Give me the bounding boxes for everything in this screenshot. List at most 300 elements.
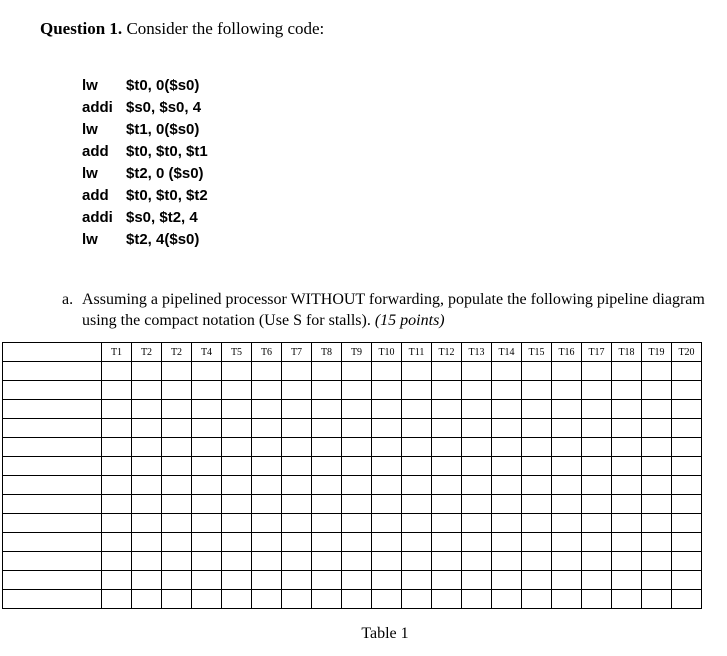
time-header-cell: T18: [612, 343, 642, 362]
stage-cell[interactable]: [582, 533, 612, 552]
stage-cell[interactable]: [132, 381, 162, 400]
stage-cell[interactable]: [432, 476, 462, 495]
stage-cell[interactable]: [102, 495, 132, 514]
stage-cell[interactable]: [612, 457, 642, 476]
stage-cell[interactable]: [672, 400, 702, 419]
stage-cell[interactable]: [402, 514, 432, 533]
stage-cell[interactable]: [132, 457, 162, 476]
stage-cell[interactable]: [342, 514, 372, 533]
stage-cell[interactable]: [282, 533, 312, 552]
stage-cell[interactable]: [222, 362, 252, 381]
stage-cell[interactable]: [252, 419, 282, 438]
stage-cell[interactable]: [162, 590, 192, 609]
stage-cell[interactable]: [492, 381, 522, 400]
stage-cell[interactable]: [162, 457, 192, 476]
stage-cell[interactable]: [492, 552, 522, 571]
stage-cell[interactable]: [432, 400, 462, 419]
stage-cell[interactable]: [642, 438, 672, 457]
stage-cell[interactable]: [312, 476, 342, 495]
stage-cell[interactable]: [342, 533, 372, 552]
stage-cell[interactable]: [222, 552, 252, 571]
instruction-cell[interactable]: [3, 533, 102, 552]
stage-cell[interactable]: [162, 476, 192, 495]
stage-cell[interactable]: [222, 457, 252, 476]
stage-cell[interactable]: [252, 590, 282, 609]
stage-cell[interactable]: [132, 400, 162, 419]
stage-cell[interactable]: [672, 476, 702, 495]
stage-cell[interactable]: [582, 381, 612, 400]
stage-cell[interactable]: [312, 514, 342, 533]
stage-cell[interactable]: [372, 514, 402, 533]
stage-cell[interactable]: [462, 590, 492, 609]
stage-cell[interactable]: [552, 533, 582, 552]
stage-cell[interactable]: [342, 552, 372, 571]
stage-cell[interactable]: [132, 362, 162, 381]
instruction-cell[interactable]: [3, 571, 102, 590]
stage-cell[interactable]: [192, 495, 222, 514]
stage-cell[interactable]: [672, 457, 702, 476]
stage-cell[interactable]: [582, 476, 612, 495]
instruction-cell[interactable]: [3, 552, 102, 571]
stage-cell[interactable]: [492, 495, 522, 514]
instruction-cell[interactable]: [3, 419, 102, 438]
stage-cell[interactable]: [642, 495, 672, 514]
stage-cell[interactable]: [102, 419, 132, 438]
stage-cell[interactable]: [192, 571, 222, 590]
stage-cell[interactable]: [432, 571, 462, 590]
part-a-body: Assuming a pipelined processor WITHOUT forwarding, populate the following pipeline diagram using the compact notation (Use S for stalls).: [82, 291, 705, 329]
stage-cell[interactable]: [402, 476, 432, 495]
stage-cell[interactable]: [432, 419, 462, 438]
stage-cell[interactable]: [402, 457, 432, 476]
table-row: [3, 457, 702, 476]
stage-cell[interactable]: [492, 514, 522, 533]
stage-cell[interactable]: [492, 362, 522, 381]
stage-cell[interactable]: [552, 438, 582, 457]
stage-cell[interactable]: [282, 457, 312, 476]
stage-cell[interactable]: [132, 438, 162, 457]
stage-cell[interactable]: [522, 419, 552, 438]
stage-cell[interactable]: [102, 571, 132, 590]
stage-cell[interactable]: [612, 552, 642, 571]
stage-cell[interactable]: [162, 552, 192, 571]
stage-cell[interactable]: [492, 419, 522, 438]
time-header-cell: T8: [312, 343, 342, 362]
stage-cell[interactable]: [282, 438, 312, 457]
stage-cell[interactable]: [582, 400, 612, 419]
stage-cell[interactable]: [582, 571, 612, 590]
stage-cell[interactable]: [492, 400, 522, 419]
stage-cell[interactable]: [402, 400, 432, 419]
instruction-cell[interactable]: [3, 457, 102, 476]
stage-cell[interactable]: [582, 419, 612, 438]
table-row: [3, 552, 702, 571]
stage-cell[interactable]: [522, 552, 552, 571]
stage-cell[interactable]: [552, 381, 582, 400]
stage-cell[interactable]: [462, 533, 492, 552]
stage-cell[interactable]: [402, 552, 432, 571]
stage-cell[interactable]: [612, 438, 642, 457]
stage-cell[interactable]: [492, 438, 522, 457]
stage-cell[interactable]: [402, 438, 432, 457]
stage-cell[interactable]: [372, 476, 402, 495]
stage-cell[interactable]: [522, 476, 552, 495]
stage-cell[interactable]: [672, 552, 702, 571]
stage-cell[interactable]: [102, 476, 132, 495]
instruction-cell[interactable]: [3, 362, 102, 381]
stage-cell[interactable]: [102, 514, 132, 533]
stage-cell[interactable]: [612, 514, 642, 533]
code-line: [82, 163, 208, 185]
stage-cell[interactable]: [372, 419, 402, 438]
stage-cell[interactable]: [492, 476, 522, 495]
code-operands: $s0, $s0, 4: [126, 99, 202, 116]
stage-cell[interactable]: [372, 400, 402, 419]
time-header-cell: T2: [132, 343, 162, 362]
stage-cell[interactable]: [402, 571, 432, 590]
stage-cell[interactable]: [462, 419, 492, 438]
stage-cell[interactable]: [552, 362, 582, 381]
stage-cell[interactable]: [252, 400, 282, 419]
stage-cell[interactable]: [462, 552, 492, 571]
stage-cell[interactable]: [672, 438, 702, 457]
code-opcode: add: [82, 143, 109, 160]
stage-cell[interactable]: [192, 476, 222, 495]
stage-cell[interactable]: [132, 590, 162, 609]
stage-cell[interactable]: [102, 590, 132, 609]
stage-cell[interactable]: [222, 476, 252, 495]
instruction-cell[interactable]: [3, 590, 102, 609]
stage-cell[interactable]: [402, 419, 432, 438]
code-line: [82, 119, 208, 141]
stage-cell[interactable]: [462, 457, 492, 476]
stage-cell[interactable]: [522, 438, 552, 457]
stage-cell[interactable]: [642, 419, 672, 438]
stage-cell[interactable]: [642, 476, 672, 495]
part-a-marker: a.: [62, 291, 74, 308]
stage-cell[interactable]: [162, 533, 192, 552]
stage-cell[interactable]: [672, 533, 702, 552]
stage-cell[interactable]: [162, 514, 192, 533]
table-header-row: [3, 343, 702, 362]
stage-cell[interactable]: [312, 362, 342, 381]
stage-cell[interactable]: [642, 381, 672, 400]
stage-cell[interactable]: [522, 381, 552, 400]
stage-cell[interactable]: [582, 495, 612, 514]
stage-cell[interactable]: [582, 438, 612, 457]
stage-cell[interactable]: [342, 590, 372, 609]
stage-cell[interactable]: [672, 381, 702, 400]
stage-cell[interactable]: [312, 571, 342, 590]
table-row: [3, 381, 702, 400]
stage-cell[interactable]: [252, 381, 282, 400]
stage-cell[interactable]: [522, 400, 552, 419]
stage-cell[interactable]: [642, 590, 672, 609]
stage-cell[interactable]: [222, 495, 252, 514]
stage-cell[interactable]: [342, 476, 372, 495]
stage-cell[interactable]: [612, 533, 642, 552]
stage-cell[interactable]: [492, 590, 522, 609]
stage-cell[interactable]: [132, 533, 162, 552]
stage-cell[interactable]: [462, 362, 492, 381]
stage-cell[interactable]: [612, 476, 642, 495]
table-corner-cell: [3, 343, 102, 362]
stage-cell[interactable]: [372, 590, 402, 609]
stage-cell[interactable]: [342, 400, 372, 419]
stage-cell[interactable]: [192, 362, 222, 381]
instruction-cell[interactable]: [3, 495, 102, 514]
table-row: [3, 476, 702, 495]
stage-cell[interactable]: [132, 419, 162, 438]
stage-cell[interactable]: [372, 362, 402, 381]
code-line: [82, 75, 208, 97]
time-header-cell: T17: [582, 343, 612, 362]
stage-cell[interactable]: [192, 419, 222, 438]
stage-cell[interactable]: [432, 438, 462, 457]
stage-cell[interactable]: [462, 381, 492, 400]
stage-cell[interactable]: [282, 362, 312, 381]
stage-cell[interactable]: [342, 571, 372, 590]
stage-cell[interactable]: [132, 514, 162, 533]
stage-cell[interactable]: [162, 362, 192, 381]
stage-cell[interactable]: [612, 495, 642, 514]
stage-cell[interactable]: [342, 457, 372, 476]
stage-cell[interactable]: [102, 438, 132, 457]
stage-cell[interactable]: [552, 514, 582, 533]
stage-cell[interactable]: [252, 571, 282, 590]
stage-cell[interactable]: [402, 495, 432, 514]
stage-cell[interactable]: [582, 514, 612, 533]
stage-cell[interactable]: [552, 552, 582, 571]
stage-cell[interactable]: [312, 419, 342, 438]
stage-cell[interactable]: [552, 419, 582, 438]
stage-cell[interactable]: [672, 514, 702, 533]
stage-cell[interactable]: [642, 571, 672, 590]
stage-cell[interactable]: [612, 571, 642, 590]
instruction-cell[interactable]: [3, 476, 102, 495]
code-line: [82, 207, 208, 229]
stage-cell[interactable]: [252, 457, 282, 476]
stage-cell[interactable]: [162, 571, 192, 590]
time-header-cell: T2: [162, 343, 192, 362]
stage-cell[interactable]: [522, 533, 552, 552]
stage-cell[interactable]: [312, 495, 342, 514]
stage-cell[interactable]: [642, 552, 672, 571]
stage-cell[interactable]: [582, 362, 612, 381]
stage-cell[interactable]: [282, 495, 312, 514]
stage-cell[interactable]: [102, 362, 132, 381]
instruction-cell[interactable]: [3, 438, 102, 457]
instruction-cell[interactable]: [3, 381, 102, 400]
stage-cell[interactable]: [612, 400, 642, 419]
stage-cell[interactable]: [132, 571, 162, 590]
stage-cell[interactable]: [372, 533, 402, 552]
table-row: [3, 495, 702, 514]
stage-cell[interactable]: [192, 590, 222, 609]
question-prompt: Consider the following code:: [126, 19, 325, 38]
stage-cell[interactable]: [552, 457, 582, 476]
stage-cell[interactable]: [552, 495, 582, 514]
stage-cell[interactable]: [372, 571, 402, 590]
stage-cell[interactable]: [222, 590, 252, 609]
stage-cell[interactable]: [222, 438, 252, 457]
stage-cell[interactable]: [642, 514, 672, 533]
time-header-cell: T20: [672, 343, 702, 362]
stage-cell[interactable]: [222, 514, 252, 533]
stage-cell[interactable]: [132, 552, 162, 571]
stage-cell[interactable]: [672, 419, 702, 438]
stage-cell[interactable]: [222, 400, 252, 419]
stage-cell[interactable]: [192, 514, 222, 533]
stage-cell[interactable]: [192, 400, 222, 419]
stage-cell[interactable]: [522, 495, 552, 514]
stage-cell[interactable]: [282, 419, 312, 438]
stage-cell[interactable]: [522, 571, 552, 590]
stage-cell[interactable]: [522, 514, 552, 533]
stage-cell[interactable]: [672, 495, 702, 514]
stage-cell[interactable]: [432, 590, 462, 609]
stage-cell[interactable]: [222, 533, 252, 552]
stage-cell[interactable]: [132, 476, 162, 495]
stage-cell[interactable]: [162, 495, 192, 514]
stage-cell[interactable]: [432, 533, 462, 552]
stage-cell[interactable]: [342, 495, 372, 514]
stage-cell[interactable]: [372, 495, 402, 514]
code-line: [82, 141, 208, 163]
stage-cell[interactable]: [222, 381, 252, 400]
time-header-cell: T15: [522, 343, 552, 362]
stage-cell[interactable]: [342, 362, 372, 381]
stage-cell[interactable]: [552, 571, 582, 590]
stage-cell[interactable]: [432, 457, 462, 476]
stage-cell[interactable]: [462, 571, 492, 590]
stage-cell[interactable]: [552, 590, 582, 609]
stage-cell[interactable]: [192, 457, 222, 476]
stage-cell[interactable]: [432, 495, 462, 514]
stage-cell[interactable]: [102, 552, 132, 571]
stage-cell[interactable]: [162, 419, 192, 438]
stage-cell[interactable]: [432, 514, 462, 533]
stage-cell[interactable]: [372, 457, 402, 476]
stage-cell[interactable]: [642, 362, 672, 381]
stage-cell[interactable]: [612, 419, 642, 438]
stage-cell[interactable]: [312, 552, 342, 571]
stage-cell[interactable]: [312, 400, 342, 419]
stage-cell[interactable]: [252, 533, 282, 552]
stage-cell[interactable]: [162, 381, 192, 400]
stage-cell[interactable]: [342, 438, 372, 457]
stage-cell[interactable]: [462, 476, 492, 495]
stage-cell[interactable]: [642, 533, 672, 552]
stage-cell[interactable]: [462, 438, 492, 457]
stage-cell[interactable]: [432, 552, 462, 571]
stage-cell[interactable]: [432, 362, 462, 381]
time-header-cell: T16: [552, 343, 582, 362]
stage-cell[interactable]: [282, 571, 312, 590]
stage-cell[interactable]: [642, 457, 672, 476]
stage-cell[interactable]: [462, 400, 492, 419]
stage-cell[interactable]: [552, 400, 582, 419]
stage-cell[interactable]: [582, 457, 612, 476]
stage-cell[interactable]: [282, 514, 312, 533]
stage-cell[interactable]: [252, 438, 282, 457]
stage-cell[interactable]: [192, 438, 222, 457]
stage-cell[interactable]: [312, 457, 342, 476]
stage-cell[interactable]: [312, 438, 342, 457]
stage-cell[interactable]: [222, 571, 252, 590]
stage-cell[interactable]: [222, 419, 252, 438]
stage-cell[interactable]: [642, 400, 672, 419]
stage-cell[interactable]: [672, 571, 702, 590]
stage-cell[interactable]: [492, 571, 522, 590]
instruction-cell[interactable]: [3, 400, 102, 419]
stage-cell[interactable]: [102, 381, 132, 400]
stage-cell[interactable]: [312, 590, 342, 609]
stage-cell[interactable]: [252, 476, 282, 495]
stage-cell[interactable]: [372, 552, 402, 571]
stage-cell[interactable]: [252, 552, 282, 571]
stage-cell[interactable]: [402, 381, 432, 400]
stage-cell[interactable]: [522, 590, 552, 609]
stage-cell[interactable]: [672, 362, 702, 381]
stage-cell[interactable]: [522, 457, 552, 476]
stage-cell[interactable]: [252, 514, 282, 533]
stage-cell[interactable]: [612, 362, 642, 381]
stage-cell[interactable]: [402, 362, 432, 381]
stage-cell[interactable]: [102, 400, 132, 419]
stage-cell[interactable]: [432, 381, 462, 400]
stage-cell[interactable]: [192, 552, 222, 571]
stage-cell[interactable]: [282, 400, 312, 419]
stage-cell[interactable]: [612, 381, 642, 400]
stage-cell[interactable]: [342, 419, 372, 438]
stage-cell[interactable]: [372, 438, 402, 457]
stage-cell[interactable]: [402, 590, 432, 609]
stage-cell[interactable]: [282, 476, 312, 495]
stage-cell[interactable]: [132, 495, 162, 514]
stage-cell[interactable]: [312, 381, 342, 400]
stage-cell[interactable]: [102, 457, 132, 476]
stage-cell[interactable]: [102, 533, 132, 552]
stage-cell[interactable]: [522, 362, 552, 381]
stage-cell[interactable]: [252, 495, 282, 514]
stage-cell[interactable]: [282, 381, 312, 400]
time-header-cell: T5: [222, 343, 252, 362]
stage-cell[interactable]: [252, 362, 282, 381]
stage-cell[interactable]: [612, 590, 642, 609]
stage-cell[interactable]: [192, 381, 222, 400]
stage-cell[interactable]: [492, 533, 522, 552]
stage-cell[interactable]: [162, 400, 192, 419]
stage-cell[interactable]: [552, 476, 582, 495]
stage-cell[interactable]: [462, 514, 492, 533]
code-operands: $t2, 0 ($s0): [126, 165, 204, 182]
stage-cell[interactable]: [162, 438, 192, 457]
stage-cell[interactable]: [462, 495, 492, 514]
stage-cell[interactable]: [282, 552, 312, 571]
stage-cell[interactable]: [492, 457, 522, 476]
instruction-cell[interactable]: [3, 514, 102, 533]
stage-cell[interactable]: [312, 533, 342, 552]
stage-cell[interactable]: [372, 381, 402, 400]
stage-cell[interactable]: [582, 552, 612, 571]
stage-cell[interactable]: [402, 533, 432, 552]
stage-cell[interactable]: [342, 381, 372, 400]
stage-cell[interactable]: [282, 590, 312, 609]
stage-cell[interactable]: [192, 533, 222, 552]
stage-cell[interactable]: [672, 590, 702, 609]
stage-cell[interactable]: [582, 590, 612, 609]
